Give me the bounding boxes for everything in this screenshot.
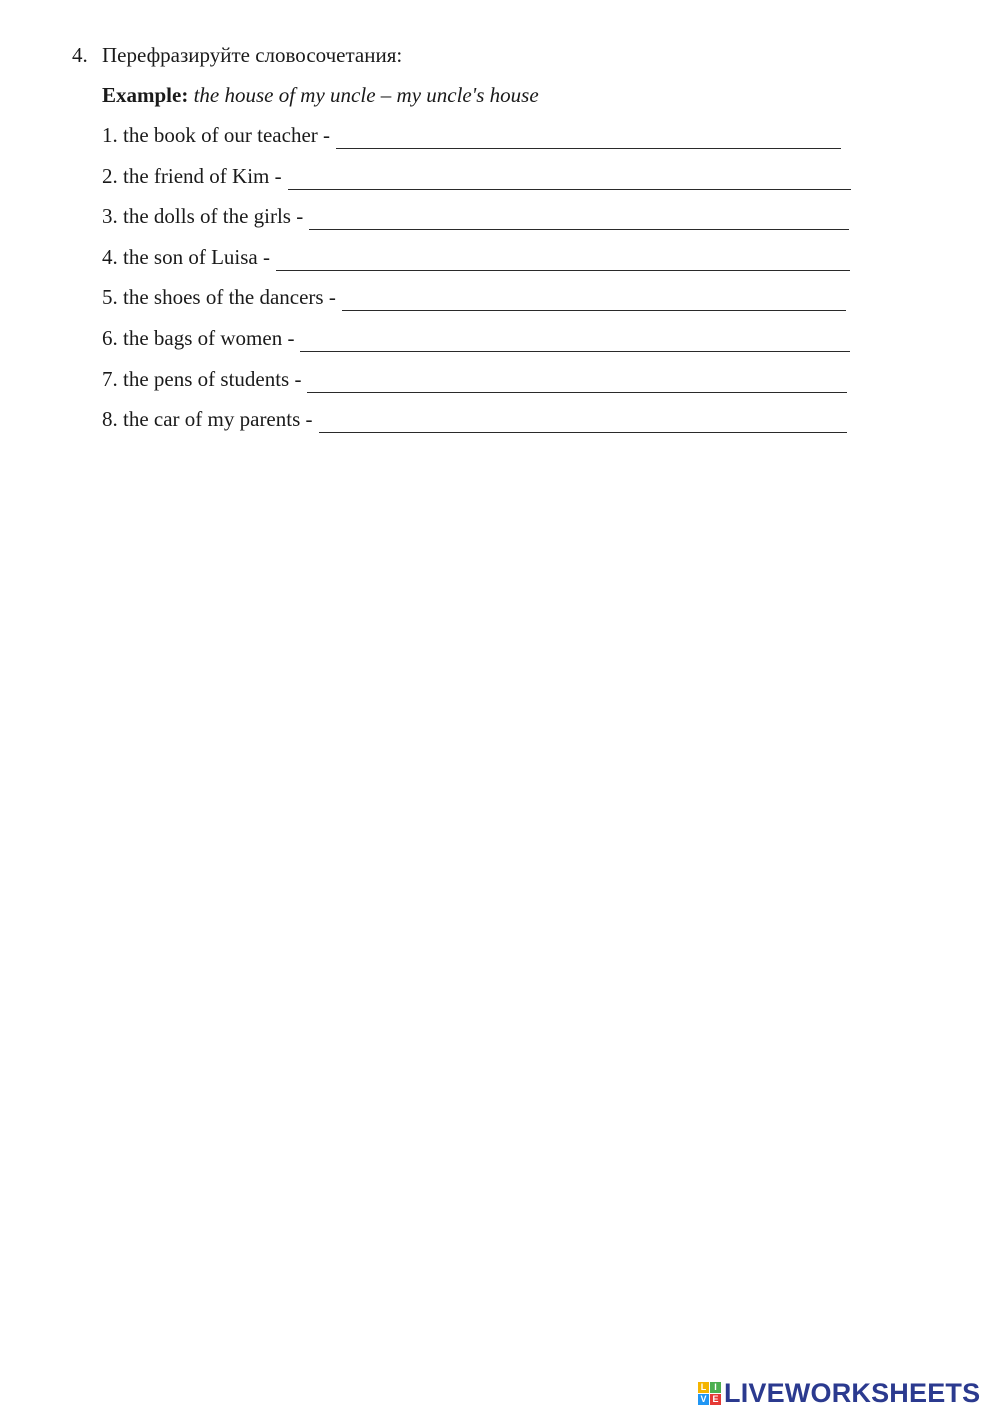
- exercise-item-4: [102, 243, 850, 271]
- logo-badge-letter: V: [698, 1394, 709, 1405]
- answer-blank[interactable]: [288, 165, 851, 190]
- item-prompt: 1. the book of our teacher -: [102, 123, 330, 147]
- exercise-item-5: [102, 283, 846, 311]
- exercise-item-6: [102, 324, 850, 352]
- answer-blank[interactable]: [319, 408, 847, 433]
- answer-blank[interactable]: [307, 368, 847, 393]
- exercise-item-2: [102, 162, 851, 190]
- item-prompt: 3. the dolls of the girls -: [102, 204, 304, 228]
- liveworksheets-logo: [698, 1378, 980, 1408]
- logo-badge-letter: I: [710, 1382, 721, 1393]
- answer-blank[interactable]: [342, 286, 846, 311]
- item-prompt: 4. the son of Luisa -: [102, 245, 270, 269]
- logo-text: LIVEWORKSHEETS: [724, 1377, 981, 1408]
- task-instruction: Перефразируйте словосочетания:: [102, 43, 403, 67]
- answer-blank[interactable]: [276, 246, 850, 271]
- answer-blank[interactable]: [309, 205, 849, 230]
- answer-blank[interactable]: [336, 124, 841, 149]
- exercise-item-8: [102, 405, 847, 433]
- item-prompt: 7. the pens of students -: [102, 367, 302, 391]
- item-prompt: 8. the car of my parents -: [102, 407, 313, 431]
- logo-badge-letter: E: [710, 1394, 721, 1405]
- example-label: Example:: [102, 83, 189, 107]
- logo-badge-letter: L: [698, 1382, 709, 1393]
- task-heading: [72, 41, 402, 69]
- example-text: the house of my uncle – my uncle's house: [193, 83, 539, 107]
- logo-badge-icon: [698, 1382, 721, 1405]
- exercise-item-1: [102, 121, 841, 149]
- example-line: [102, 81, 539, 109]
- item-prompt: 6. the bags of women -: [102, 326, 295, 350]
- exercise-item-3: [102, 202, 849, 230]
- item-prompt: 5. the shoes of the dancers -: [102, 285, 336, 309]
- answer-blank[interactable]: [300, 327, 850, 352]
- task-number: 4.: [72, 43, 88, 67]
- item-prompt: 2. the friend of Kim -: [102, 164, 282, 188]
- exercise-item-7: [102, 365, 847, 393]
